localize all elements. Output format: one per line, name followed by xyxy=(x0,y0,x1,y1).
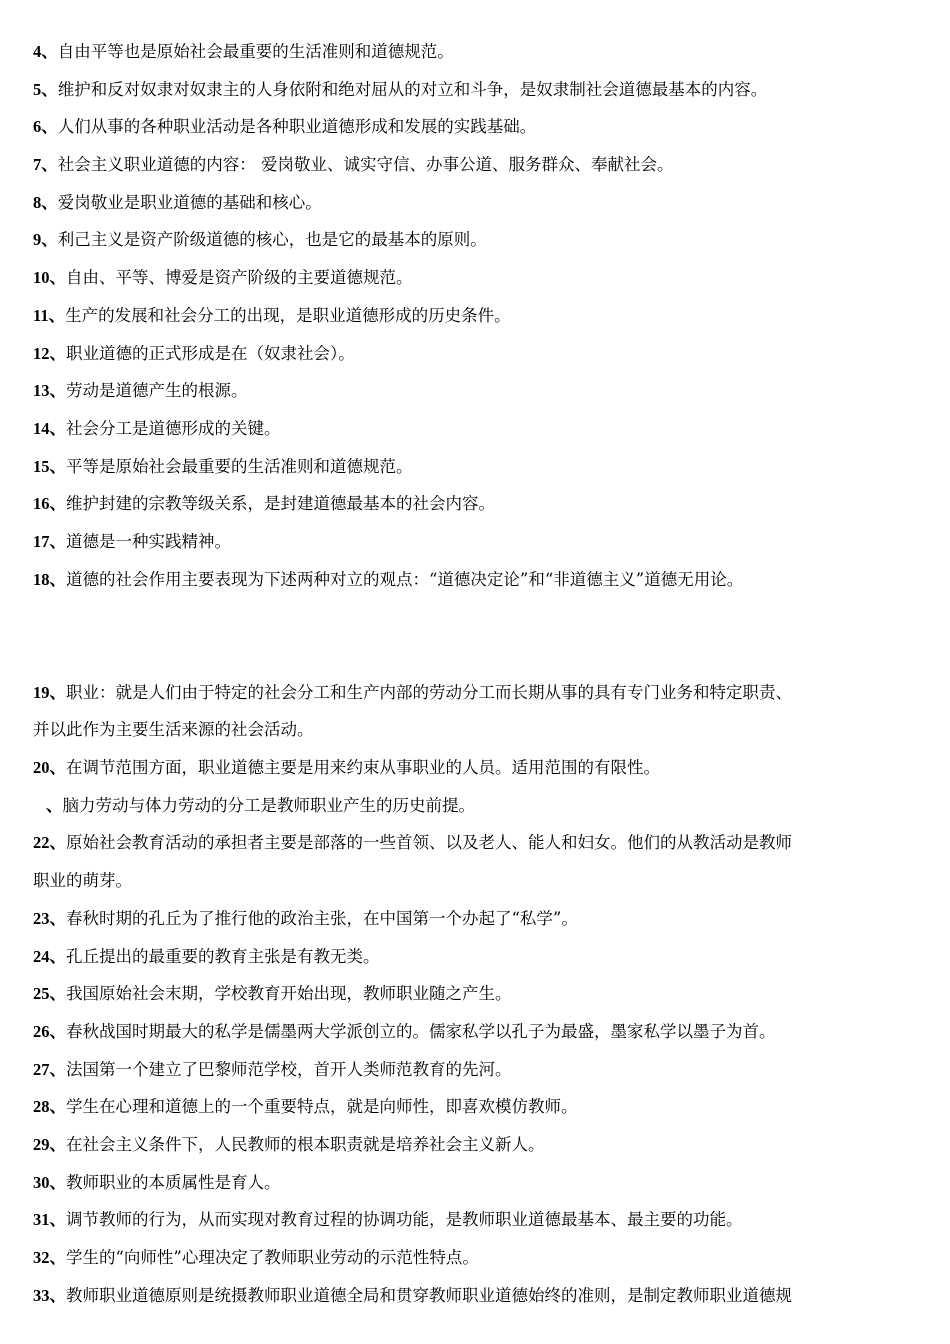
list-item-19-continuation xyxy=(33,711,923,749)
item-text: 调节教师的行为，从而实现对教育过程的协调功能，是教师职业道德最基本、最主要的功能。 xyxy=(66,1210,743,1230)
list-item-22 xyxy=(33,824,923,862)
item-text: 社会分工是道德形成的关键。 xyxy=(66,418,281,438)
item-separator: 、 xyxy=(49,833,66,853)
item-text: 在调节范围方面，职业道德主要是用来约束从事职业的人员。适用范围的有限性。 xyxy=(66,758,660,778)
item-text: 劳动是道德产生的根源。 xyxy=(66,381,248,401)
item-number: 23 xyxy=(33,908,50,928)
list-item-14 xyxy=(33,410,923,448)
list-item-5 xyxy=(33,71,923,109)
item-text-continuation: 并以此作为主要生活来源的社会活动。 xyxy=(33,720,314,740)
list-item-30 xyxy=(33,1164,923,1202)
item-separator: 、 xyxy=(49,494,66,514)
item-text: 平等是原始社会最重要的生活准则和道德规范。 xyxy=(66,456,413,476)
item-separator: 、 xyxy=(46,795,63,815)
item-number: 8 xyxy=(33,192,42,212)
item-separator: 、 xyxy=(41,192,58,212)
item-separator: 、 xyxy=(48,305,66,325)
item-separator: 、 xyxy=(49,1210,66,1230)
item-number: 33 xyxy=(33,1285,50,1305)
list-item-20 xyxy=(33,749,923,787)
item-text: 道德的社会作用主要表现为下述两种对立的观点：“道德决定论”和“非道德主义”道德无用论。 xyxy=(66,569,744,589)
list-item-22-continuation xyxy=(33,862,923,900)
item-number: 7 xyxy=(33,155,42,175)
list-item-7 xyxy=(33,146,923,184)
item-number: 25 xyxy=(33,984,50,1004)
item-text: 道德是一种实践精神。 xyxy=(66,531,231,551)
list-item-33 xyxy=(33,1277,923,1315)
list-item-24 xyxy=(33,938,923,976)
item-separator: 、 xyxy=(49,456,66,476)
item-separator: 、 xyxy=(49,1172,66,1192)
item-number: 17 xyxy=(33,531,50,551)
list-item-10 xyxy=(33,259,923,297)
item-separator: 、 xyxy=(49,908,66,928)
item-separator: 、 xyxy=(49,758,66,778)
item-text-continuation: 职业的萌芽。 xyxy=(33,871,132,891)
list-item-25 xyxy=(33,975,923,1013)
item-text: 自由、平等、博爱是资产阶级的主要道德规范。 xyxy=(66,268,413,288)
item-text: 春秋战国时期最大的私学是儒墨两大学派创立的。儒家私学以孔子为最盛，墨家私学以墨子为首。 xyxy=(66,1021,776,1041)
list-item-21 xyxy=(33,787,923,825)
item-text: 爱岗敬业是职业道德的基础和核心。 xyxy=(57,192,322,212)
item-text: 职业：就是人们由于特定的社会分工和生产内部的劳动分工而长期从事的具有专门业务和特定职责、 xyxy=(66,682,792,702)
item-number: 10 xyxy=(33,268,50,288)
item-number: 26 xyxy=(33,1021,50,1041)
item-separator: 、 xyxy=(49,381,66,401)
item-separator: 、 xyxy=(49,1285,66,1305)
item-text: 社会主义职业道德的内容： 爱岗敬业、诚实守信、办事公道、服务群众、奉献社会。 xyxy=(57,155,674,175)
item-number: 20 xyxy=(33,758,50,778)
item-separator: 、 xyxy=(49,1059,66,1079)
item-separator: 、 xyxy=(41,79,58,99)
list-item-18 xyxy=(33,561,923,599)
item-number: 28 xyxy=(33,1097,50,1117)
list-item-12 xyxy=(33,335,923,373)
item-number: 31 xyxy=(33,1210,50,1230)
item-text: 教师职业道德原则是统摄教师职业道德全局和贯穿教师职业道德始终的准则，是制定教师职业道德规 xyxy=(66,1285,792,1305)
list-item-4 xyxy=(33,33,923,71)
item-separator: 、 xyxy=(49,1134,66,1154)
list-item-9 xyxy=(33,221,923,259)
item-separator: 、 xyxy=(41,117,58,137)
item-text: 利己主义是资产阶级道德的核心，也是它的最基本的原则。 xyxy=(57,230,487,250)
list-item-27 xyxy=(33,1051,923,1089)
item-separator: 、 xyxy=(49,984,66,1004)
item-text: 人们从事的各种职业活动是各种职业道德形成和发展的实践基础。 xyxy=(57,117,537,137)
item-text: 法国第一个建立了巴黎师范学校，首开人类师范教育的先河。 xyxy=(66,1059,512,1079)
item-list-b xyxy=(33,900,923,1315)
list-item-31 xyxy=(33,1201,923,1239)
item-text: 维护封建的宗教等级关系，是封建道德最基本的社会内容。 xyxy=(66,494,495,514)
list-item-23 xyxy=(33,900,923,938)
item-separator: 、 xyxy=(49,268,66,288)
list-item-32 xyxy=(33,1239,923,1277)
list-item-8 xyxy=(33,184,923,222)
list-item-26 xyxy=(33,1013,923,1051)
item-number: 27 xyxy=(33,1059,50,1079)
item-separator: 、 xyxy=(41,230,58,250)
item-number: 16 xyxy=(33,494,50,514)
item-separator: 、 xyxy=(49,418,66,438)
item-text: 在社会主义条件下，人民教师的根本职责就是培养社会主义新人。 xyxy=(66,1134,545,1154)
list-item-19 xyxy=(33,674,923,712)
item-list-a xyxy=(33,33,923,598)
item-text: 生产的发展和社会分工的出现，是职业道德形成的历史条件。 xyxy=(65,305,511,325)
item-separator: 、 xyxy=(41,155,58,175)
item-text: 教师职业的本质属性是育人。 xyxy=(66,1172,281,1192)
list-item-11 xyxy=(33,297,923,335)
list-item-16 xyxy=(33,485,923,523)
item-number: 19 xyxy=(33,682,50,702)
item-separator: 、 xyxy=(49,1248,66,1268)
item-text: 我国原始社会末期，学校教育开始出现，教师职业随之产生。 xyxy=(66,984,512,1004)
item-text: 学生在心理和道德上的一个重要特点，就是向师性，即喜欢模仿教师。 xyxy=(66,1097,578,1117)
list-item-15 xyxy=(33,448,923,486)
item-separator: 、 xyxy=(41,42,58,61)
item-number: 9 xyxy=(33,230,42,250)
item-number: 12 xyxy=(33,343,50,363)
item-text: 春秋时期的孔丘为了推行他的政治主张，在中国第一个办起了“私学”。 xyxy=(66,908,578,928)
item-number: 13 xyxy=(33,381,50,401)
item-number: 29 xyxy=(33,1134,50,1154)
list-item-13 xyxy=(33,372,923,410)
item-number: 6 xyxy=(33,117,42,137)
item-number: 5 xyxy=(33,79,42,99)
item-number: 24 xyxy=(33,946,50,966)
item-separator: 、 xyxy=(49,343,66,363)
item-text: 学生的“向师性”心理决定了教师职业劳动的示范性特点。 xyxy=(66,1248,479,1268)
item-number: 18 xyxy=(33,569,50,589)
item-number: 11 xyxy=(33,305,49,325)
paragraph-gap xyxy=(33,598,923,673)
list-item-29 xyxy=(33,1126,923,1164)
item-text: 孔丘提出的最重要的教育主张是有教无类。 xyxy=(66,946,380,966)
item-number: 22 xyxy=(33,833,50,853)
list-item-17 xyxy=(33,523,923,561)
item-separator: 、 xyxy=(49,1021,66,1041)
list-item-28 xyxy=(33,1088,923,1126)
item-text: 职业道德的正式形成是在（奴隶社会）。 xyxy=(66,343,355,363)
item-text: 维护和反对奴隶对奴隶主的人身依附和绝对屈从的对立和斗争，是奴隶制社会道德最基本的内容。 xyxy=(57,79,768,99)
item-number: 15 xyxy=(33,456,50,476)
item-number: 14 xyxy=(33,418,50,438)
item-separator: 、 xyxy=(49,682,66,702)
item-text: 原始社会教育活动的承担者主要是部落的一些首领、以及老人、能人和妇女。他们的从教活动是教师 xyxy=(66,833,792,853)
item-text: 自由平等也是原始社会最重要的生活准则和道德规范。 xyxy=(57,42,454,61)
document-page xyxy=(33,33,923,1314)
list-item-6 xyxy=(33,108,923,146)
item-text: 脑力劳动与体力劳动的分工是教师职业产生的历史前提。 xyxy=(62,795,475,815)
item-number: 30 xyxy=(33,1172,50,1192)
item-number: 4 xyxy=(33,42,42,61)
item-number: 32 xyxy=(33,1248,50,1268)
item-separator: 、 xyxy=(49,946,66,966)
item-separator: 、 xyxy=(49,1097,66,1117)
item-separator: 、 xyxy=(49,569,66,589)
item-separator: 、 xyxy=(49,531,66,551)
